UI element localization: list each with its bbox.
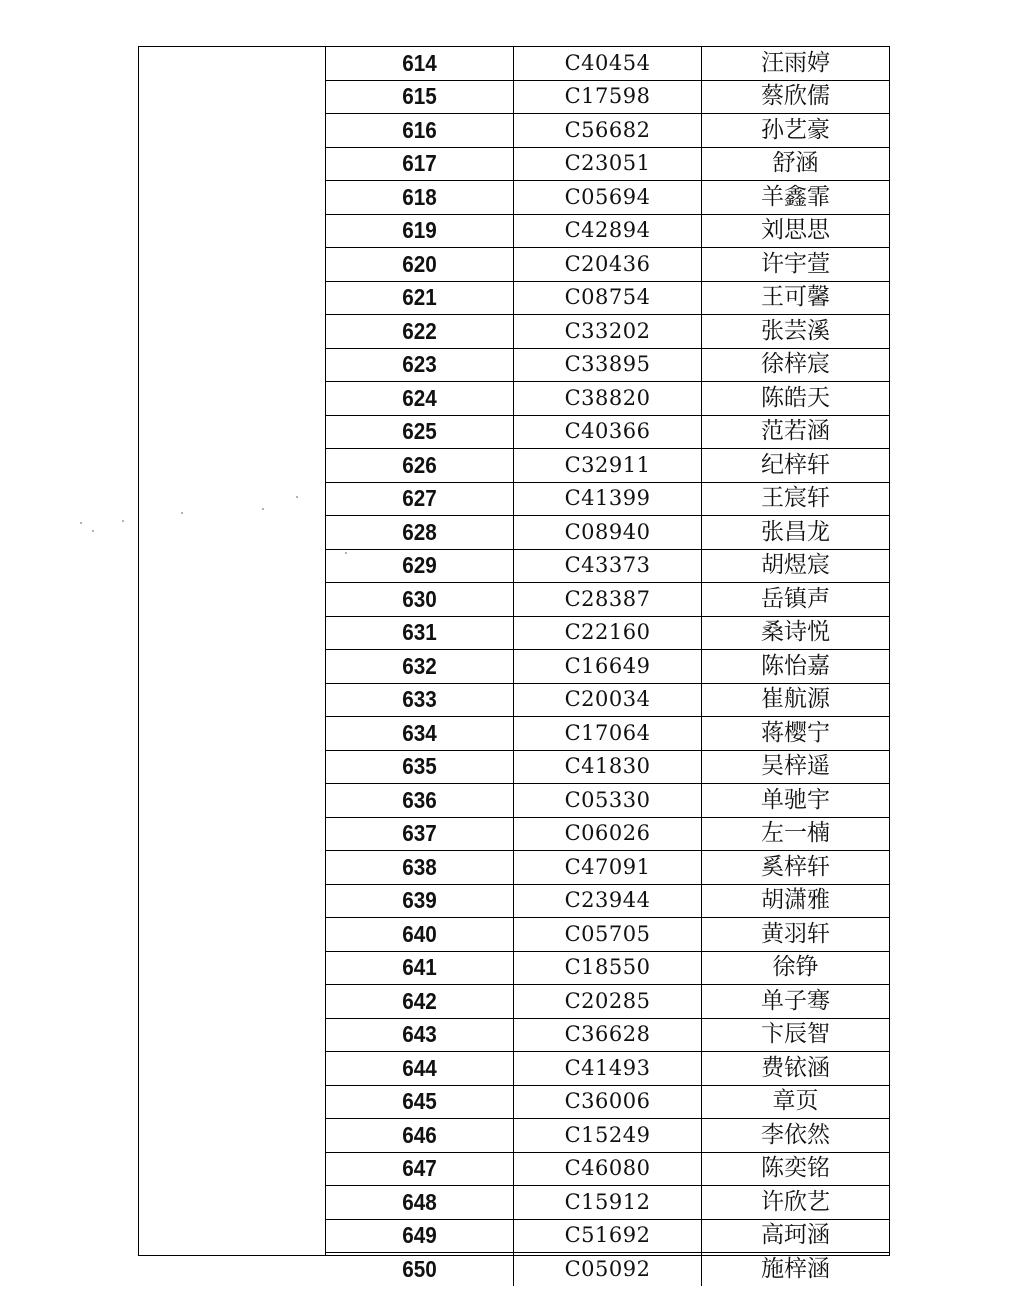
row-number: 649 <box>335 1219 504 1253</box>
table-row <box>326 985 889 1019</box>
student-code: C32911 <box>514 449 702 483</box>
roster-body <box>326 47 889 1286</box>
student-name: 蒋樱宁 <box>702 717 890 751</box>
row-number: 624 <box>335 382 504 416</box>
scan-speck <box>92 530 94 532</box>
student-name: 王宸轩 <box>702 482 890 516</box>
table-row <box>326 817 889 851</box>
row-number: 631 <box>335 616 504 650</box>
row-number: 618 <box>335 181 504 215</box>
student-name: 王可馨 <box>702 281 890 315</box>
student-name: 舒涵 <box>702 147 890 181</box>
student-code: C36006 <box>514 1085 702 1119</box>
row-number: 620 <box>335 248 504 282</box>
student-code: C08940 <box>514 516 702 550</box>
student-code: C05330 <box>514 784 702 818</box>
student-name: 许宇萱 <box>702 248 890 282</box>
row-number: 647 <box>335 1152 504 1186</box>
table-row <box>326 1085 889 1119</box>
student-code: C42894 <box>514 214 702 248</box>
merged-group-cell <box>139 47 326 1255</box>
table-row <box>326 1253 889 1286</box>
student-name: 陈奕铭 <box>702 1152 890 1186</box>
student-code: C05092 <box>514 1253 702 1286</box>
row-number: 630 <box>335 583 504 617</box>
row-number: 617 <box>335 147 504 181</box>
row-number: 623 <box>335 348 504 382</box>
student-name: 许欣艺 <box>702 1186 890 1220</box>
table-row <box>326 315 889 349</box>
student-code: C33895 <box>514 348 702 382</box>
student-code: C17598 <box>514 80 702 114</box>
student-code: C15912 <box>514 1186 702 1220</box>
row-number: 632 <box>335 650 504 684</box>
student-code: C46080 <box>514 1152 702 1186</box>
student-name: 张芸溪 <box>702 315 890 349</box>
table-row <box>326 650 889 684</box>
student-name: 黄羽轩 <box>702 918 890 952</box>
row-number: 638 <box>335 851 504 885</box>
table-row <box>326 482 889 516</box>
scan-speck <box>122 520 124 522</box>
student-name: 高珂涵 <box>702 1219 890 1253</box>
student-name: 岳镇声 <box>702 583 890 617</box>
row-number: 626 <box>335 449 504 483</box>
roster-sheet <box>138 46 890 1282</box>
table-row <box>326 415 889 449</box>
roster-table <box>326 47 889 1286</box>
student-name: 胡煜宸 <box>702 549 890 583</box>
row-number: 628 <box>335 516 504 550</box>
row-number: 625 <box>335 415 504 449</box>
row-number: 650 <box>335 1253 504 1286</box>
row-number: 646 <box>335 1119 504 1153</box>
table-row <box>326 516 889 550</box>
student-name: 单驰宇 <box>702 784 890 818</box>
table-row <box>326 717 889 751</box>
student-code: C23051 <box>514 147 702 181</box>
student-code: C15249 <box>514 1119 702 1153</box>
student-code: C20436 <box>514 248 702 282</box>
student-name: 桑诗悦 <box>702 616 890 650</box>
student-name: 奚梓轩 <box>702 851 890 885</box>
student-code: C23944 <box>514 884 702 918</box>
row-number: 633 <box>335 683 504 717</box>
student-code: C05705 <box>514 918 702 952</box>
table-row <box>326 1119 889 1153</box>
student-code: C22160 <box>514 616 702 650</box>
table-row <box>326 1018 889 1052</box>
row-number: 615 <box>335 80 504 114</box>
student-name: 胡潇雅 <box>702 884 890 918</box>
row-number: 644 <box>335 1052 504 1086</box>
row-number: 643 <box>335 1018 504 1052</box>
table-row <box>326 583 889 617</box>
table-row <box>326 449 889 483</box>
row-number: 645 <box>335 1085 504 1119</box>
student-code: C36628 <box>514 1018 702 1052</box>
row-number: 616 <box>335 114 504 148</box>
student-name: 羊鑫霏 <box>702 181 890 215</box>
table-row <box>326 248 889 282</box>
row-number: 619 <box>335 214 504 248</box>
student-code: C08754 <box>514 281 702 315</box>
student-name: 施梓涵 <box>761 1255 830 1282</box>
student-name: 纪梓轩 <box>702 449 890 483</box>
table-row <box>326 1219 889 1253</box>
table-row <box>326 1186 889 1220</box>
row-number: 637 <box>335 817 504 851</box>
table-row <box>326 1152 889 1186</box>
row-number: 636 <box>335 784 504 818</box>
student-name: 刘思思 <box>702 214 890 248</box>
student-code: C28387 <box>514 583 702 617</box>
table-row <box>326 181 889 215</box>
student-code: C51692 <box>514 1219 702 1253</box>
table-row <box>326 851 889 885</box>
student-code: C16649 <box>514 650 702 684</box>
student-code: C06026 <box>514 817 702 851</box>
row-number: 622 <box>335 315 504 349</box>
student-code: C41830 <box>514 750 702 784</box>
student-name: 崔航源 <box>702 683 890 717</box>
student-code: C43373 <box>514 549 702 583</box>
table-row <box>326 348 889 382</box>
table-row <box>326 750 889 784</box>
table-row <box>326 918 889 952</box>
table-row <box>326 884 889 918</box>
table-row <box>326 281 889 315</box>
student-name: 费铱涵 <box>702 1052 890 1086</box>
student-code: C41399 <box>514 482 702 516</box>
row-number: 641 <box>335 951 504 985</box>
row-number: 639 <box>335 884 504 918</box>
row-number: 634 <box>335 717 504 751</box>
row-number: 635 <box>335 750 504 784</box>
student-name: 吴梓遥 <box>702 750 890 784</box>
student-name: 陈皓天 <box>702 382 890 416</box>
table-row <box>326 616 889 650</box>
student-code: C47091 <box>514 851 702 885</box>
table-row <box>326 147 889 181</box>
student-name: 陈怡嘉 <box>702 650 890 684</box>
row-number: 614 <box>335 47 504 80</box>
student-code: C20034 <box>514 683 702 717</box>
table-row <box>326 80 889 114</box>
row-number: 648 <box>335 1186 504 1220</box>
table-row <box>326 683 889 717</box>
scan-speck <box>80 522 82 524</box>
student-name: 章页 <box>702 1085 890 1119</box>
row-number: 629 <box>335 549 504 583</box>
table-row <box>326 214 889 248</box>
student-code: C56682 <box>514 114 702 148</box>
student-name: 汪雨婷 <box>702 47 890 80</box>
student-code: C40454 <box>514 47 702 80</box>
table-row <box>326 1052 889 1086</box>
table-row <box>326 784 889 818</box>
table-row <box>326 549 889 583</box>
student-name: 李依然 <box>702 1119 890 1153</box>
student-code: C18550 <box>514 951 702 985</box>
table-row <box>326 951 889 985</box>
row-number: 627 <box>335 482 504 516</box>
student-name: 张昌龙 <box>702 516 890 550</box>
student-name: 徐梓宸 <box>702 348 890 382</box>
student-name: 左一楠 <box>702 817 890 851</box>
student-name: 孙艺豪 <box>702 114 890 148</box>
student-name: 范若涵 <box>702 415 890 449</box>
row-number: 642 <box>335 985 504 1019</box>
student-code: C17064 <box>514 717 702 751</box>
student-code: C20285 <box>514 985 702 1019</box>
student-code: C41493 <box>514 1052 702 1086</box>
student-code: C05694 <box>514 181 702 215</box>
student-code: C33202 <box>514 315 702 349</box>
table-row <box>326 114 889 148</box>
student-name: 卞辰智 <box>702 1018 890 1052</box>
row-number: 640 <box>335 918 504 952</box>
row-number: 621 <box>335 281 504 315</box>
student-code: C40366 <box>514 415 702 449</box>
student-name: 蔡欣儒 <box>702 80 890 114</box>
table-row <box>326 382 889 416</box>
student-name: 徐铮 <box>702 951 890 985</box>
student-code: C38820 <box>514 382 702 416</box>
table-row <box>326 47 889 80</box>
student-name: 单子骞 <box>702 985 890 1019</box>
